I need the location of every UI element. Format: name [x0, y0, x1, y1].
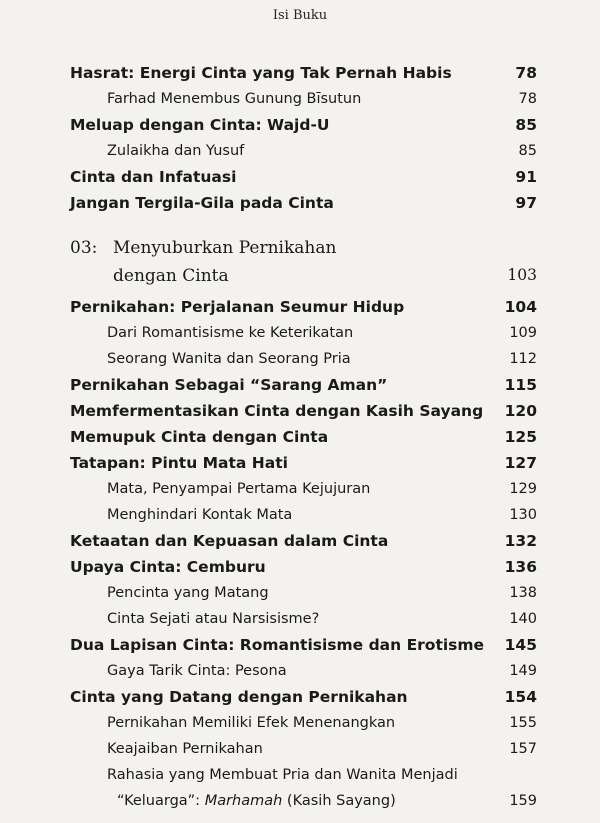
table-of-contents: [0, 60, 600, 814]
toc-entry-sub: [0, 580, 600, 606]
toc-entry-title: Upaya Cinta: Cemburu: [70, 558, 266, 576]
toc-entry-title: Gaya Tarik Cinta: Pesona: [107, 663, 287, 679]
toc-entry-main: [0, 60, 600, 86]
toc-entry-title: Pernikahan: Perjalanan Seumur Hidup: [70, 298, 405, 316]
toc-entry-main: [0, 450, 600, 476]
toc-page-number: 91: [515, 168, 537, 186]
toc-entry-title: Dari Romantisisme ke Keterikatan: [107, 325, 354, 341]
toc-page-number: 115: [504, 376, 537, 394]
toc-entry-title: Mata, Penyampai Pertama Kejujuran: [107, 481, 371, 497]
toc-entry-main: [0, 528, 600, 554]
toc-entry-title: Pernikahan Sebagai “Sarang Aman”: [70, 376, 388, 394]
title-part: “Keluarga”:: [117, 793, 205, 809]
toc-entry-sub: [0, 658, 600, 684]
toc-page-number: 129: [509, 481, 537, 497]
toc-entry-main: [0, 424, 600, 450]
toc-page-number: 157: [509, 741, 537, 757]
toc-entry-title: Rahasia yang Membuat Pria dan Wanita Menjadi: [107, 767, 458, 783]
toc-entry-title: Cinta dan Infatuasi: [70, 168, 237, 186]
toc-page-number: 127: [504, 454, 537, 472]
toc-section-a: [0, 60, 600, 216]
toc-page-number: 154: [504, 688, 537, 706]
toc-entry-title: Zulaikha dan Yusuf: [107, 143, 245, 159]
toc-entry-main: [0, 632, 600, 658]
chapter-heading: [0, 236, 600, 294]
toc-page-number: 130: [509, 507, 537, 523]
section-gap: [0, 216, 600, 236]
toc-entry-main: [0, 164, 600, 190]
toc-entry-title: Pencinta yang Matang: [107, 585, 269, 601]
toc-entry-sub: [0, 710, 600, 736]
toc-entry-title: Meluap dengan Cinta: Wajd-U: [70, 116, 330, 134]
chapter-title-line2: dengan Cinta: [113, 266, 229, 286]
toc-page-number: 132: [504, 532, 537, 550]
toc-entry-main: [0, 112, 600, 138]
toc-entry-main: [0, 372, 600, 398]
toc-entry-main: [0, 398, 600, 424]
toc-page-number: 85: [515, 116, 537, 134]
toc-entry-title: Pernikahan Memiliki Efek Menenangkan: [107, 715, 396, 731]
toc-entry-sub: [0, 762, 600, 788]
toc-entry-main: [0, 554, 600, 580]
toc-entry-title: Hasrat: Energi Cinta yang Tak Pernah Habis: [70, 64, 452, 82]
toc-entry-continuation: [0, 788, 600, 814]
toc-page-number: 155: [509, 715, 537, 731]
running-header: Isi Buku: [272, 8, 328, 23]
toc-entry-title: Cinta yang Datang dengan Pernikahan: [70, 688, 408, 706]
toc-page-number: 112: [509, 351, 537, 367]
toc-entry-title: Tatapan: Pintu Mata Hati: [70, 454, 288, 472]
toc-page-number: 140: [509, 611, 537, 627]
toc-entry-main: [0, 294, 600, 320]
toc-page-number: 125: [504, 428, 537, 446]
toc-section-b: [0, 294, 600, 788]
title-part: (Kasih Sayang): [282, 793, 396, 809]
toc-entry-sub: [0, 346, 600, 372]
toc-entry-title: Cinta Sejati atau Narsisisme?: [107, 611, 320, 627]
toc-page-number: 78: [515, 64, 537, 82]
toc-entry-title: Jangan Tergila-Gila pada Cinta: [70, 194, 334, 212]
toc-page-number: 78: [518, 91, 537, 107]
toc-entry-main: [0, 684, 600, 710]
toc-entry-title: Seorang Wanita dan Seorang Pria: [107, 351, 351, 367]
toc-entry-sub: [0, 606, 600, 632]
toc-entry-title: Memupuk Cinta dengan Cinta: [70, 428, 329, 446]
toc-entry-sub: [0, 476, 600, 502]
toc-entry-title: Ketaatan dan Kepuasan dalam Cinta: [70, 532, 389, 550]
toc-page-number: 120: [504, 402, 537, 420]
toc-page-number: 97: [515, 194, 537, 212]
toc-entry-title: Keajaiban Pernikahan: [107, 741, 263, 757]
toc-entry-sub: [0, 502, 600, 528]
toc-entry-main: [0, 190, 600, 216]
toc-page-number: 109: [509, 325, 537, 341]
toc-page-number: 85: [518, 143, 537, 159]
chapter-title-line1: Menyuburkan Pernikahan: [113, 238, 337, 258]
title-italic-part: Marhamah: [204, 793, 283, 809]
toc-entry-sub: [0, 736, 600, 762]
toc-page-number: 149: [509, 663, 537, 679]
toc-page-number: 159: [509, 793, 537, 809]
toc-page-number: 138: [509, 585, 537, 601]
toc-entry-title: Dua Lapisan Cinta: Romantisisme dan Erotisme: [70, 636, 485, 654]
toc-entry-title: Memfermentasikan Cinta dengan Kasih Sayang: [70, 402, 484, 420]
toc-entry-sub: [0, 320, 600, 346]
chapter-page-number: 103: [507, 266, 537, 284]
toc-entry-title: Menghindari Kontak Mata: [107, 507, 293, 523]
toc-entry-sub: [0, 138, 600, 164]
toc-entry-title: Farhad Menembus Gunung Bīsutun: [107, 91, 362, 107]
toc-entry-title: [117, 788, 396, 814]
toc-page-number: 145: [504, 636, 537, 654]
toc-page-number: 104: [504, 298, 537, 316]
toc-page-number: 136: [504, 558, 537, 576]
toc-entry-sub: [0, 86, 600, 112]
chapter-number: 03:: [70, 238, 98, 258]
